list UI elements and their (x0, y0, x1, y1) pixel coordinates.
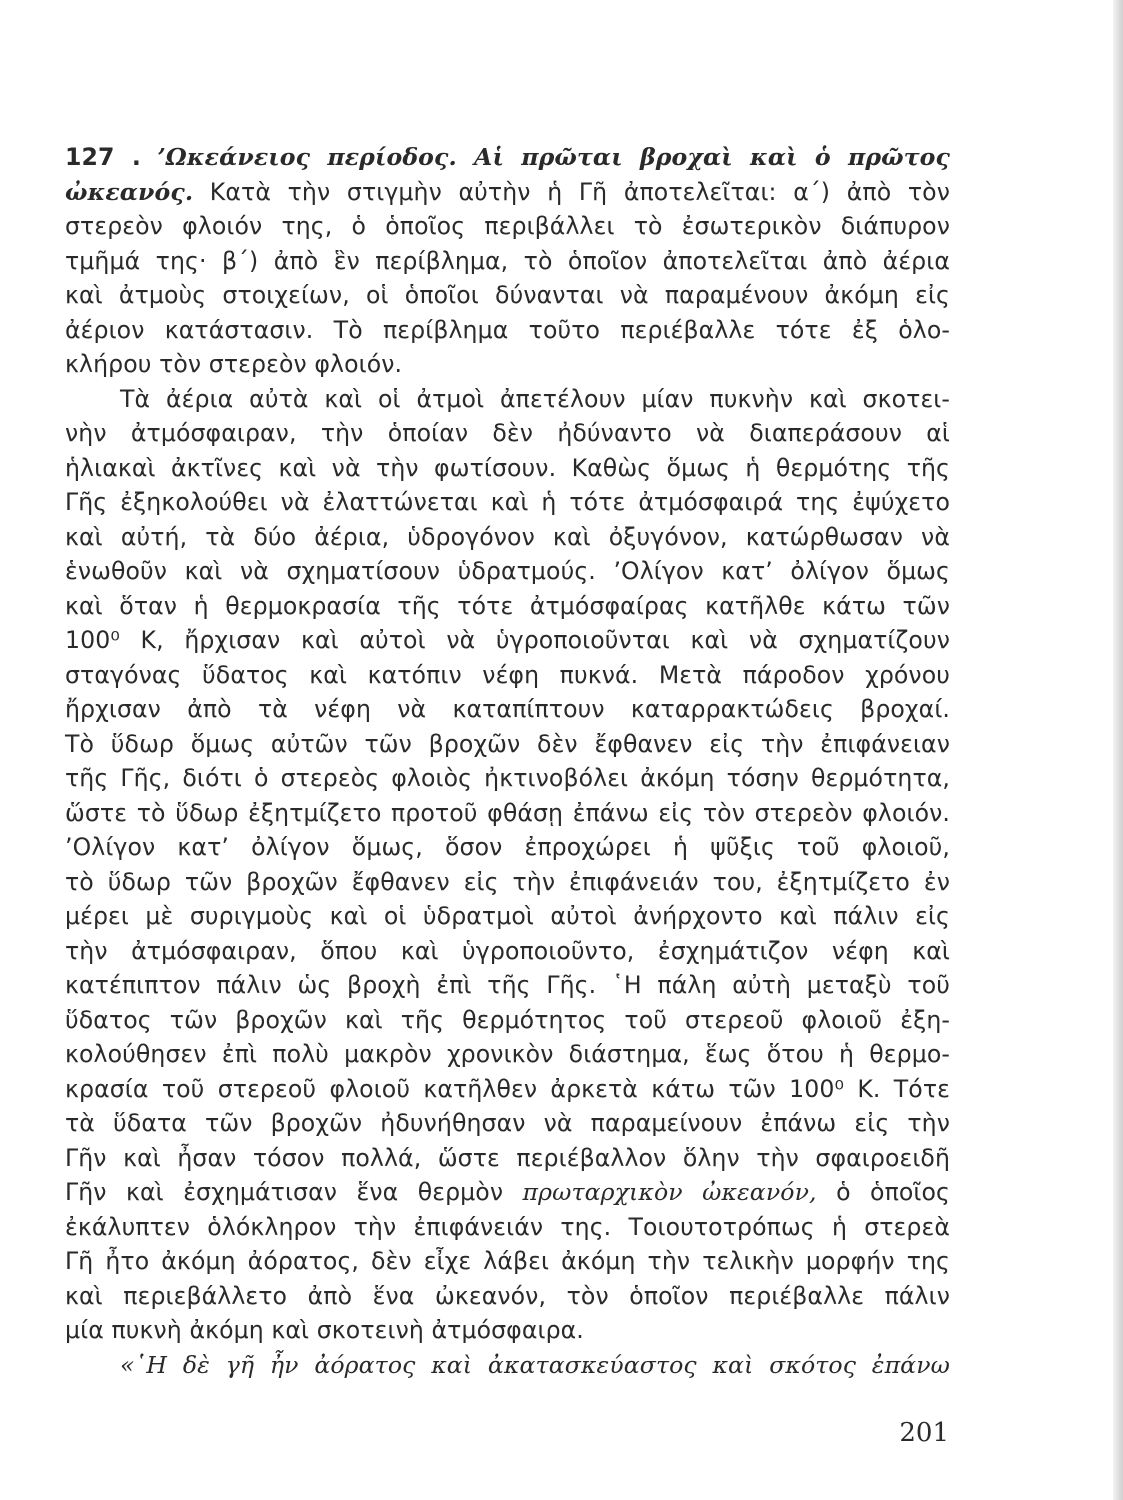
paragraph-line: σταγόνας ὕδατος καὶ κατόπιν νέφη πυκνά. Μετὰ πάροδον χρόνου (65, 660, 950, 689)
paragraph-line: ἡλιακαὶ ἀκτῖνες καὶ νὰ τὴν φωτίσουν. Καθὼς ὅμως ἡ θερμότης τῆς (65, 453, 950, 482)
paragraph-line: Κατὰ τὴν στιγμὴν αὐτὴν ἡ Γῆ ἀποτελεῖται: α΄) ἀπὸ τὸν (209, 177, 950, 206)
text-after-term: ὁ ὁποῖος (836, 1178, 950, 1206)
heading-line-2 (65, 175, 950, 210)
paragraph-line: Γῆν καὶ ἦσαν τόσον πολλά, ὥστε περιέβαλλον ὅλην τὴν σφαιροειδῆ (65, 1143, 950, 1172)
paragraph-line: ὥστε τὸ ὕδωρ ἐξητμίζετο προτοῦ φθάσῃ ἐπάνω εἰς τὸν στερεὸν φλοιόν. (65, 798, 950, 827)
paragraph-line: κολούθησεν ἐπὶ πολὺ μακρὸν χρονικὸν διάστημα, ἕως ὅτου ἡ θερμο- (65, 1040, 950, 1068)
page-text (65, 140, 950, 1382)
paragraph-line: Γῆ ἦτο ἀκόμη ἀόρατος, δὲν εἶχε λάβει ἀκόμη τὴν τελικὴν μορφήν της (65, 1247, 950, 1275)
paragraph-line: κλήρου τὸν στερεὸν φλοιόν. (65, 350, 403, 378)
paragraph-line: ἐκάλυπτεν ὁλόκληρον τὴν ἐπιφάνειάν της. Τοιουτοτρόπως ἡ στερεὰ (65, 1212, 950, 1241)
paragraph-line: ἤρχισαν ἀπὸ τὰ νέφη νὰ καταπίπτουν καταρρακτώδεις βροχαί. (65, 695, 950, 723)
paragraph-line: τῆς Γῆς, διότι ὁ στερεὸς φλοιὸς ἠκτινοβόλει ἀκόμη τόσην θερμότητα, (65, 764, 950, 792)
paragraph-line: ὕδατος τῶν βροχῶν καὶ τῆς θερμότητος τοῦ στερεοῦ φλοιοῦ ἐξη- (65, 1005, 950, 1034)
section-number: 127 . (65, 143, 141, 171)
scan-edge (1113, 0, 1123, 1500)
paragraph-line: νὴν ἀτμόσφαιραν, τὴν ὁποίαν δὲν ἠδύναντο νὰ διαπεράσουν αἱ (65, 419, 950, 447)
paragraph-line: καὶ ὅταν ἡ θερμοκρασία τῆς τότε ἀτμόσφαίρας κατῆλθε κάτω τῶν (65, 591, 950, 620)
paragraph-line: ἑνωθοῦν καὶ νὰ σχηματίσουν ὑδρατμούς. ’Ολίγον κατ’ ὀλίγον ὅμως (65, 557, 950, 585)
page-number: 201 (899, 1418, 949, 1448)
paragraph-line: στερεὸν φλοιόν της, ὁ ὁποῖος περιβάλλει τὸ ἐσωτερικὸν διάπυρον (65, 212, 950, 240)
italic-term: πρωταρχικὸν ὠκεανόν, (522, 1178, 817, 1206)
paragraph-line: τὰ ὕδατα τῶν βροχῶν ἠδυνήθησαν νὰ παραμείνουν ἐπάνω εἰς τὴν (65, 1109, 950, 1137)
section-title: ’Ωκεάνειος περίοδος. Αἱ πρῶται βροχαὶ καὶ ὁ πρῶτος (157, 143, 950, 171)
paragraph-line: τὸ ὕδωρ τῶν βροχῶν ἔφθανεν εἰς τὴν ἐπιφάνειάν του, ἐξητμίζετο ἐν (65, 867, 950, 896)
paragraph-line: καὶ ἀτμοὺς στοιχείων, οἱ ὁποῖοι δύνανται νὰ παραμένουν ἀκόμη εἰς (65, 281, 950, 309)
paragraph-line: Τὰ ἀέρια αὐτὰ καὶ οἱ ἀτμοὶ ἀπετέλουν μίαν πυκνὴν καὶ σκοτει- (120, 384, 950, 413)
paragraph-line-italic-term (65, 1175, 950, 1210)
paragraph-line: κατέπιπτον πάλιν ὡς βροχὴ ἐπὶ τῆς Γῆς. ῾Η πάλη αὐτὴ μεταξὺ τοῦ (65, 971, 950, 999)
text-before-term: Γῆν καὶ ἐσχημάτισαν ἕνα θερμὸν (65, 1178, 504, 1206)
paragraph-line: ἀέριον κατάστασιν. Τὸ περίβλημα τοῦτο περιέβαλλε τότε ἐξ ὁλο- (65, 315, 950, 344)
paragraph-line: 100⁰ Κ, ἤρχισαν καὶ αὐτοὶ νὰ ὑγροποιοῦνται καὶ νὰ σχηματίζουν (65, 626, 950, 654)
paragraph-line: μέρει μὲ συριγμοὺς καὶ οἱ ὑδρατμοὶ αὐτοὶ ἀνήρχοντο καὶ πάλιν εἰς (65, 902, 950, 930)
paragraph-line: τὴν ἀτμόσφαιραν, ὅπου καὶ ὑγροποιοῦντο, ἐσχημάτιζον νέφη καὶ (65, 936, 950, 965)
heading-line-1 (65, 140, 950, 175)
paragraph-line: ’Ολίγον κατ’ ὀλίγον ὅμως, ὅσον ἐπροχώρει ἡ ψῦξις τοῦ φλοιοῦ, (65, 833, 950, 861)
paragraph-line: τμῆμά της· β΄) ἀπὸ ἓν περίβλημα, τὸ ὁποῖον ἀποτελεῖται ἀπὸ ἀέρια (65, 246, 950, 275)
paragraph-line: καὶ αὐτή, τὰ δύο ἀέρια, ὑδρογόνον καὶ ὀξυγόνον, κατώρθωσαν νὰ (65, 522, 950, 551)
paragraph-line: μία πυκνὴ ἀκόμη καὶ σκοτεινὴ ἀτμόσφαιρα. (65, 1316, 584, 1344)
paragraph-line: Τὸ ὕδωρ ὅμως αὐτῶν τῶν βροχῶν δὲν ἔφθανεν εἰς τὴν ἐπιφάνειαν (65, 729, 950, 758)
quote-line: «῾Η δὲ γῆ ἦν ἀόρατος καὶ ἀκατασκεύαστος καὶ σκότος ἐπάνω (120, 1350, 950, 1379)
paragraph-line: Γῆς ἐξηκολούθει νὰ ἐλαττώνεται καὶ ἡ τότε ἀτμόσφαιρά της ἐψύχετο (65, 488, 950, 516)
paragraph-line: καὶ περιεβάλλετο ἀπὸ ἕνα ὠκεανόν, τὸν ὁποῖον περιέβαλλε πάλιν (65, 1281, 950, 1310)
section-title-end: ὠκεανός. (65, 177, 194, 206)
paragraph-line: κρασία τοῦ στερεοῦ φλοιοῦ κατῆλθεν ἀρκετὰ κάτω τῶν 100⁰ Κ. Τότε (65, 1074, 950, 1103)
